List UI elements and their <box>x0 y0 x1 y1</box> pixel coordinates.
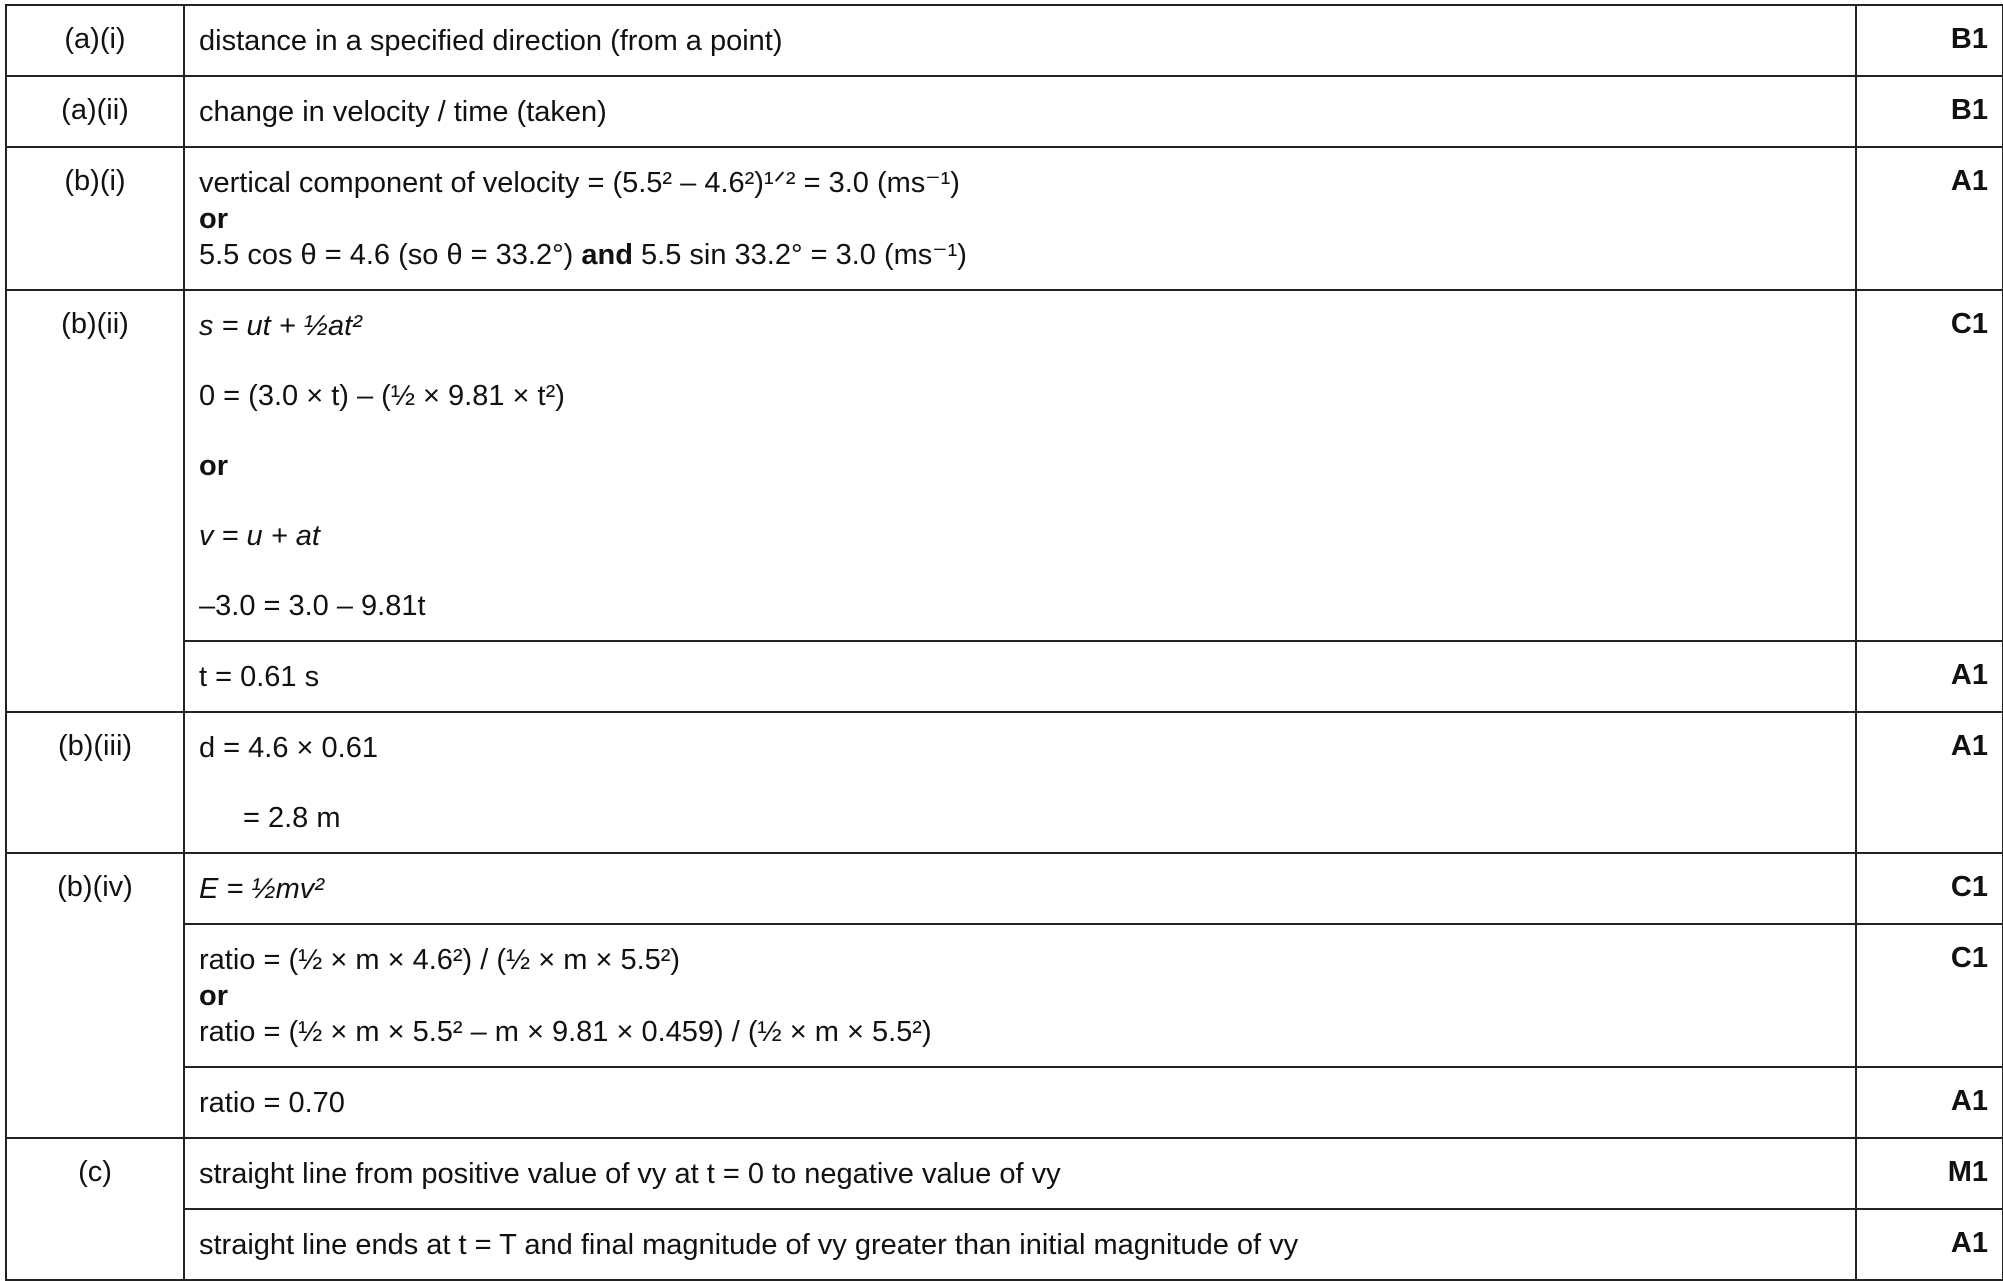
question-label: (c) <box>78 1156 112 1188</box>
question-label: (b)(i) <box>64 165 126 197</box>
mark-label: C1 <box>1950 308 1988 340</box>
table-row <box>6 1209 2003 1280</box>
answer-fragment: 5.5 cos θ = 4.6 (so θ = 33.2°) <box>199 239 574 271</box>
question-label: (a)(i) <box>64 23 126 55</box>
answer-line <box>199 237 1841 273</box>
table-row <box>6 76 2003 147</box>
mark-cell <box>1856 290 2003 641</box>
answer-cell <box>184 5 1856 76</box>
table-row <box>6 924 2003 1067</box>
table-row <box>6 5 2003 76</box>
or-connector: or <box>199 203 228 235</box>
answer-cell <box>184 641 1856 712</box>
mark-label: B1 <box>1950 94 1988 126</box>
result-line: t = 0.61 s <box>199 661 320 693</box>
answer-cell <box>184 853 1856 924</box>
answer-cell <box>184 1138 1856 1209</box>
answer-cell <box>184 147 1856 290</box>
mark-cell <box>1856 1138 2003 1209</box>
answer-fragment: 5.5 sin 33.2° = 3.0 (ms⁻¹) <box>641 239 967 271</box>
mark-label: M1 <box>1947 1156 1988 1188</box>
answer-cell <box>184 924 1856 1067</box>
mark-cell <box>1856 1067 2003 1138</box>
question-cell <box>6 290 184 712</box>
table-row <box>6 1067 2003 1138</box>
mark-cell <box>1856 76 2003 147</box>
answer-text: distance in a specified direction (from a point) <box>199 25 783 57</box>
mark-label: A1 <box>1950 1227 1988 1259</box>
table-row <box>6 290 2003 641</box>
table-row <box>6 147 2003 290</box>
answer-cell <box>184 76 1856 147</box>
answer-cell <box>184 712 1856 853</box>
question-cell <box>6 5 184 76</box>
question-cell <box>6 712 184 853</box>
mark-cell <box>1856 924 2003 1067</box>
answer-cell <box>184 290 1856 641</box>
mark-label: C1 <box>1950 942 1988 974</box>
mark-label: A1 <box>1950 165 1988 197</box>
equation-line: –3.0 = 3.0 – 9.81t <box>199 590 426 622</box>
question-label: (b)(iii) <box>57 730 133 762</box>
answer-cell <box>184 1067 1856 1138</box>
mark-cell <box>1856 641 2003 712</box>
mark-label: A1 <box>1950 1085 1988 1117</box>
equation-line: ratio = (½ × m × 4.6²) / (½ × m × 5.5²) <box>199 944 681 976</box>
question-cell <box>6 76 184 147</box>
result-line: ratio = 0.70 <box>199 1087 345 1119</box>
answer-text: change in velocity / time (taken) <box>199 96 607 128</box>
equation-line: = 2.8 m <box>243 802 341 834</box>
question-cell <box>6 147 184 290</box>
table-row <box>6 641 2003 712</box>
mark-cell <box>1856 147 2003 290</box>
equation-line: d = 4.6 × 0.61 <box>199 732 378 764</box>
equation-line: s = ut + ½at² <box>199 310 362 342</box>
question-label: (b)(iv) <box>57 871 133 903</box>
or-connector: or <box>199 450 228 482</box>
mark-label: C1 <box>1950 871 1988 903</box>
question-label: (a)(ii) <box>61 94 129 126</box>
question-cell <box>6 1138 184 1280</box>
mark-label: A1 <box>1950 659 1988 691</box>
equation-line: ratio = (½ × m × 5.5² – m × 9.81 × 0.459) / (½ × m × 5.5²) <box>199 1016 932 1048</box>
question-label: (b)(ii) <box>61 308 129 340</box>
answer-line: vertical component of velocity = (5.5² – 4.6²)¹ᐟ² = 3.0 (ms⁻¹) <box>199 167 960 199</box>
and-connector: and <box>581 239 633 271</box>
mark-label: B1 <box>1950 23 1988 55</box>
answer-cell <box>184 1209 1856 1280</box>
answer-text: straight line ends at t = T and final magnitude of vy greater than initial magnitude of vy <box>199 1229 1299 1261</box>
table-row <box>6 1138 2003 1209</box>
table-row <box>6 712 2003 853</box>
mark-label: A1 <box>1950 730 1988 762</box>
mark-cell <box>1856 853 2003 924</box>
mark-scheme-table <box>5 4 2003 1281</box>
mark-cell <box>1856 1209 2003 1280</box>
mark-cell <box>1856 712 2003 853</box>
mark-cell <box>1856 5 2003 76</box>
equation-line: v = u + at <box>199 520 320 552</box>
question-cell <box>6 853 184 1138</box>
answer-text: straight line from positive value of vy at t = 0 to negative value of vy <box>199 1158 1061 1190</box>
table-row <box>6 853 2003 924</box>
equation-line: E = ½mv² <box>199 873 324 905</box>
or-connector: or <box>199 980 228 1012</box>
equation-line: 0 = (3.0 × t) – (½ × 9.81 × t²) <box>199 380 565 412</box>
